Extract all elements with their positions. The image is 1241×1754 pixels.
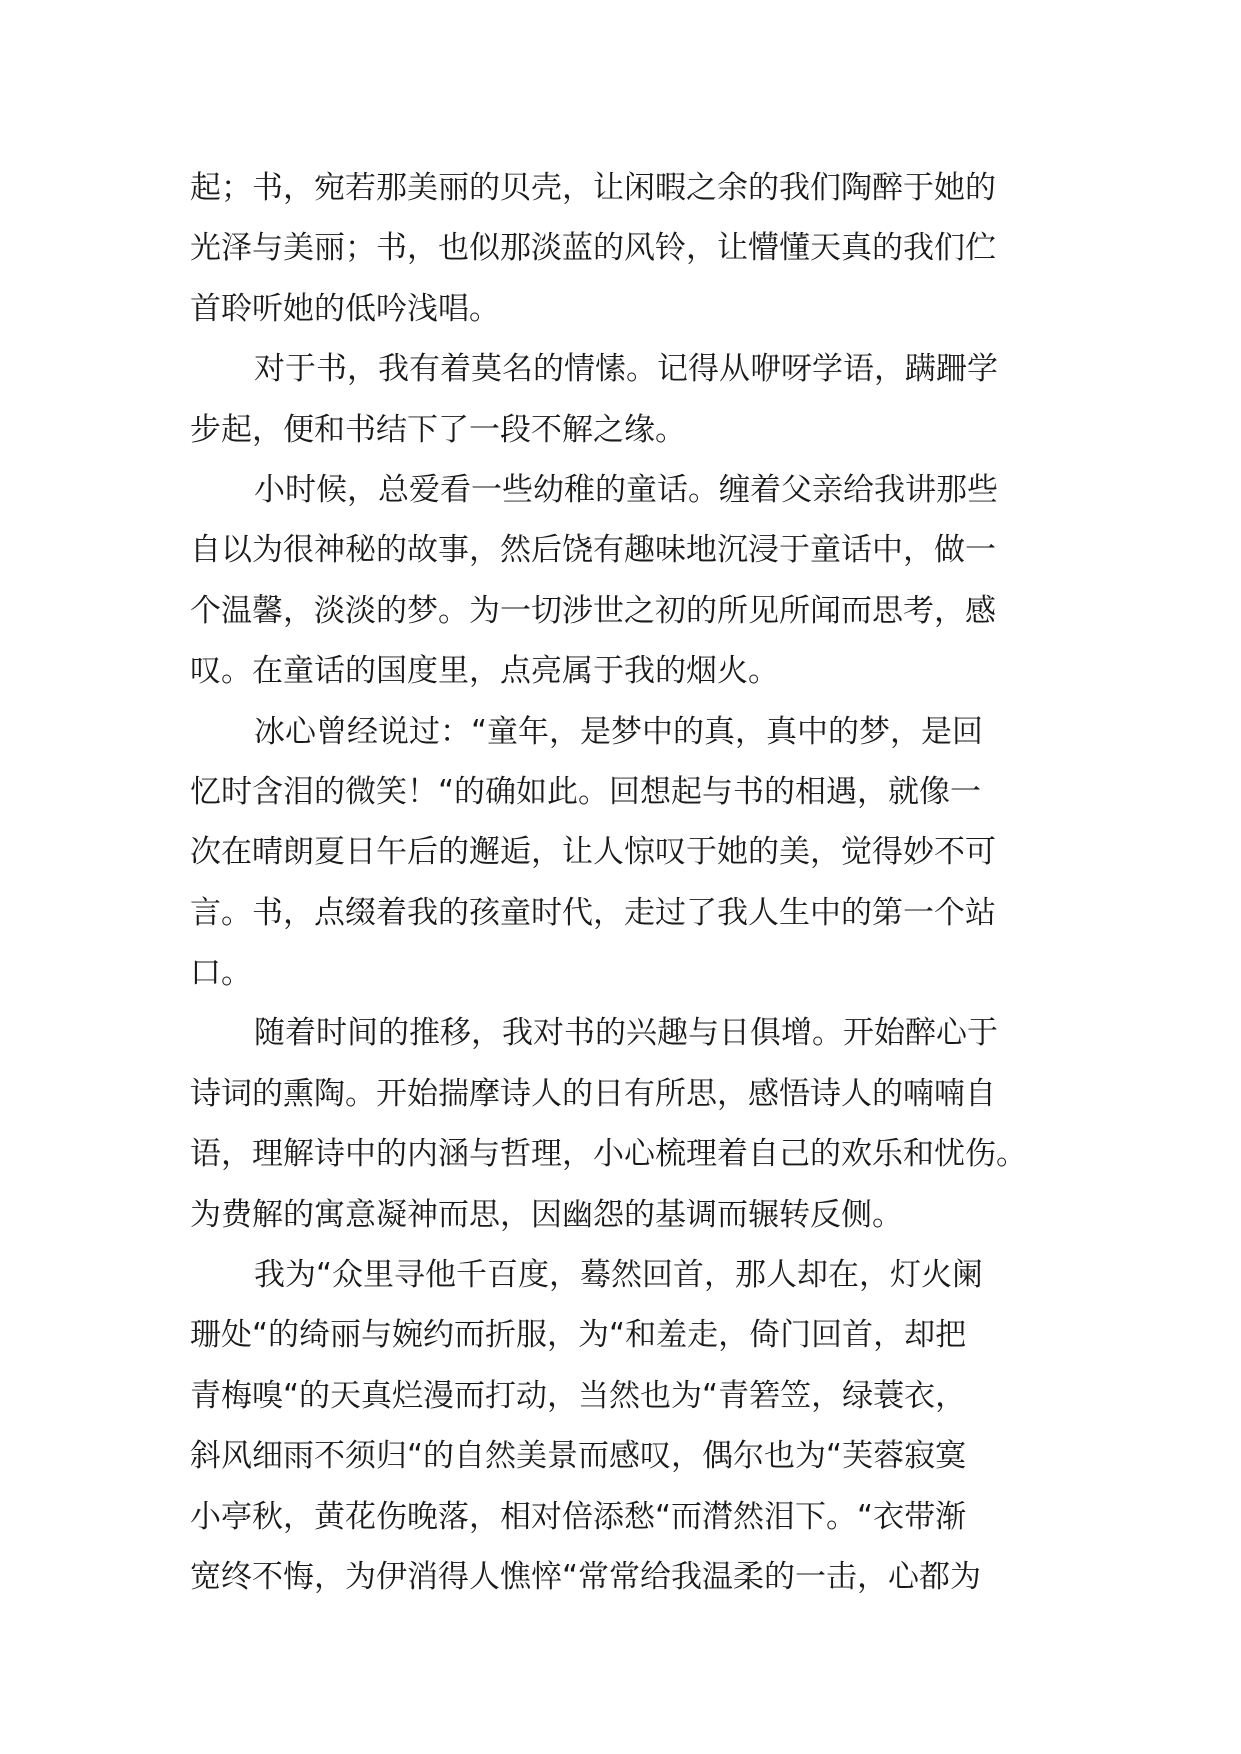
text-line: 言。书，点缀着我的孩童时代，走过了我人生中的第一个站 [190,894,996,931]
text-line: 起；书，宛若那美丽的贝壳，让闲暇之余的我们陶醉于她的 [190,170,996,206]
text-line: 宽终不悔，为伊消得人憔悴“常常给我温柔的一击，心都为 [190,1558,982,1595]
text-line: 个温馨，淡淡的梦。为一切涉世之初的所见所闻而思考，感 [190,592,996,629]
text-line: 小时候，总爱看一些幼稚的童话。缠着父亲给我讲那些 [254,471,998,508]
text-line: 随着时间的推移，我对书的兴趣与日俱增。开始醉心于 [254,1015,998,1052]
text-line: 青梅嗅“的天真烂漫而打动，当然也为“青箬笠，绿蓑衣， [190,1377,967,1414]
text-line: 叹。在童话的国度里，点亮属于我的烟火。 [190,653,779,690]
text-line: 光泽与美丽；书，也似那淡蓝的风铃，让懵懂天真的我们伫 [190,230,996,267]
text-line: 忆时含泪的微笑！“的确如此。回想起与书的相遇，就像一 [190,773,982,810]
text-line: 珊处“的绮丽与婉约而折服，为“和羞走，倚门回首，却把 [190,1317,967,1354]
text-line: 首聆听她的低吟浅唱。 [190,290,500,327]
text-line: 口。 [190,955,252,992]
text-line: 对于书，我有着莫名的情愫。记得从咿呀学语，蹒跚学 [254,351,998,388]
text-line: 语，理解诗中的内涵与哲理，小心梳理着自己的欢乐和忧伤。 [190,1136,1027,1173]
text-line: 步起，便和书结下了一段不解之缘。 [190,411,686,448]
text-line: 次在晴朗夏日午后的邂逅，让人惊叹于她的美，觉得妙不可 [190,834,996,871]
text-line: 自以为很神秘的故事，然后饶有趣味地沉浸于童话中，做一 [190,532,996,569]
text-line: 为费解的寓意凝神而思，因幽怨的基调而辗转反侧。 [190,1196,903,1233]
body-text [190,158,1054,1607]
text-line: 我为“众里寻他千百度，蓦然回首，那人却在，灯火阑 [254,1257,984,1294]
text-line: 诗词的熏陶。开始揣摩诗人的日有所思，感悟诗人的喃喃自 [190,1075,996,1112]
text-line: 小亭秋，黄花伤晚落，相对倍添愁“而潸然泪下。“衣带渐 [190,1498,967,1535]
text-line: 斜风细雨不须归“的自然美景而感叹，偶尔也为“芙蓉寂寞 [190,1438,967,1475]
text-line: 冰心曾经说过：“童年，是梦中的真，真中的梦，是回 [254,713,984,750]
